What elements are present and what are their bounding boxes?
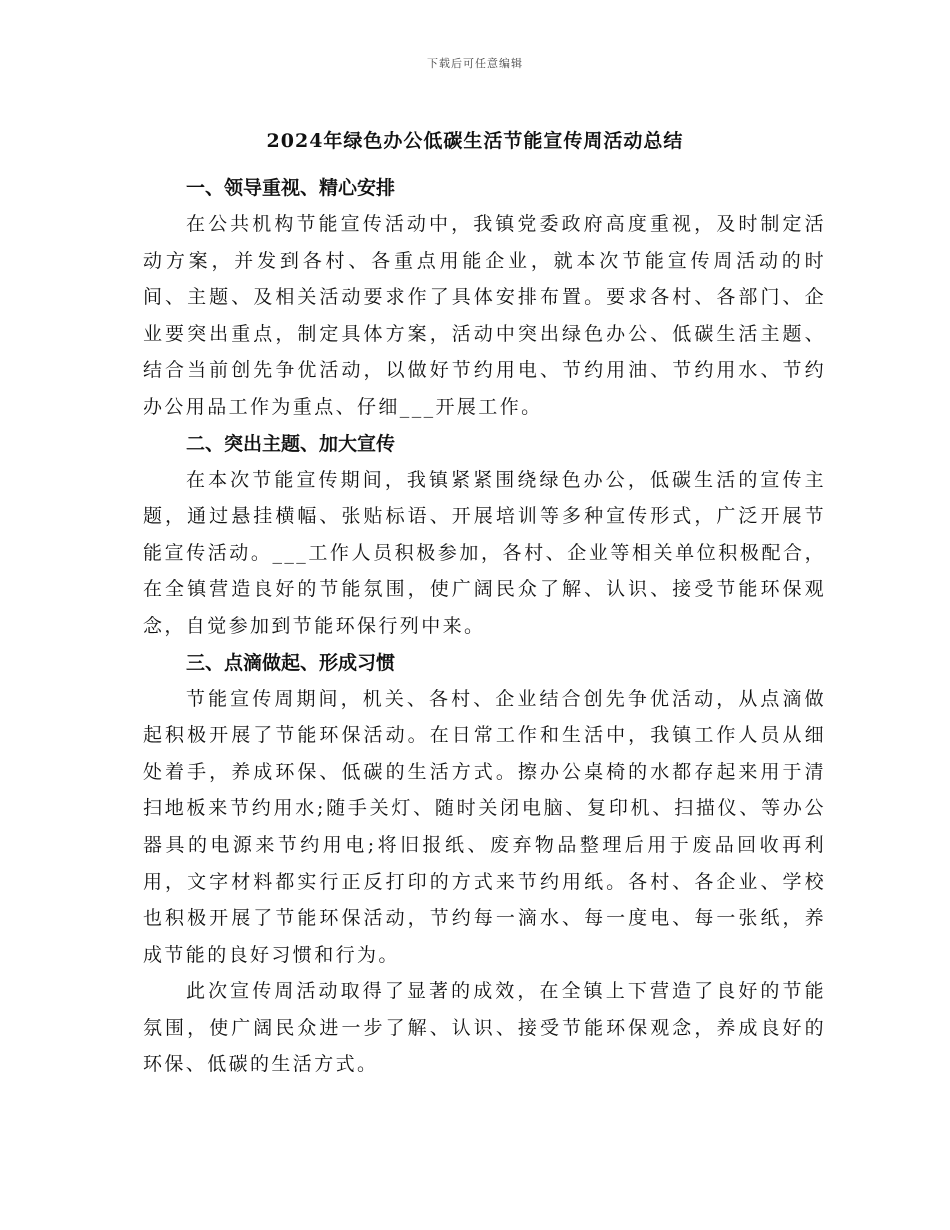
header-note: 下载后可任意编辑 xyxy=(427,57,523,70)
document-title: 2024年绿色办公低碳生活节能宣传周活动总结 xyxy=(266,130,684,152)
paragraph: 节能宣传周期间，机关、各村、企业结合创先争优活动，从点滴做起积极开展了节能环保活动。在日常工作和生活中，我镇工作人员从细处着手，养成环保、低碳的生活方式。擦办公桌椅的水都存起来用于清扫地板来节约用水;随手关灯、随时关闭电脑、复印机、扫描仪、等办公器具的电源来节约用电;将旧报纸、废弃物品整理后用于废品回收再利用，文字材料都实行正反打印的方式来节约用纸。各村、各企业、学校也积极开展了节能环保活动，节约每一滴水、每一度电、每一张纸，养成节能的良好习惯和行为。 xyxy=(143,687,826,966)
section-heading-3: 三、点滴做起、形成习惯 xyxy=(186,651,396,674)
section-heading-2: 二、突出主题、加大宣传 xyxy=(186,432,396,455)
section-heading-1: 一、领导重视、精心安排 xyxy=(186,177,396,199)
document-body xyxy=(143,170,826,1083)
paragraph: 在公共机构节能宣传活动中，我镇党委政府高度重视，及时制定活动方案，并发到各村、各重点用能企业，就本次节能宣传周活动的时间、主题、及相关活动要求作了具体安排布置。要求各村、各部门、企业要突出重点，制定具体方案，活动中突出绿色办公、低碳生活主题、结合当前创先争优活动，以做好节约用电、节约用油、节约用水、节约办公用品工作为重点、仔细___开展工作。 xyxy=(143,213,826,418)
paragraph: 在本次节能宣传期间，我镇紧紧围绕绿色办公，低碳生活的宣传主题，通过悬挂横幅、张贴标语、开展培训等多种宣传形式，广泛开展节能宣传活动。___工作人员积极参加，各村、企业等相关单位积极配合，在全镇营造良好的节能氛围，使广阔民众了解、认识、接受节能环保观念，自觉参加到节能环保行列中来。 xyxy=(143,468,826,637)
paragraph: 此次宣传周活动取得了显著的成效，在全镇上下营造了良好的节能氛围，使广阔民众进一步了解、认识、接受节能环保观念，养成良好的环保、低碳的生活方式。 xyxy=(143,980,826,1076)
